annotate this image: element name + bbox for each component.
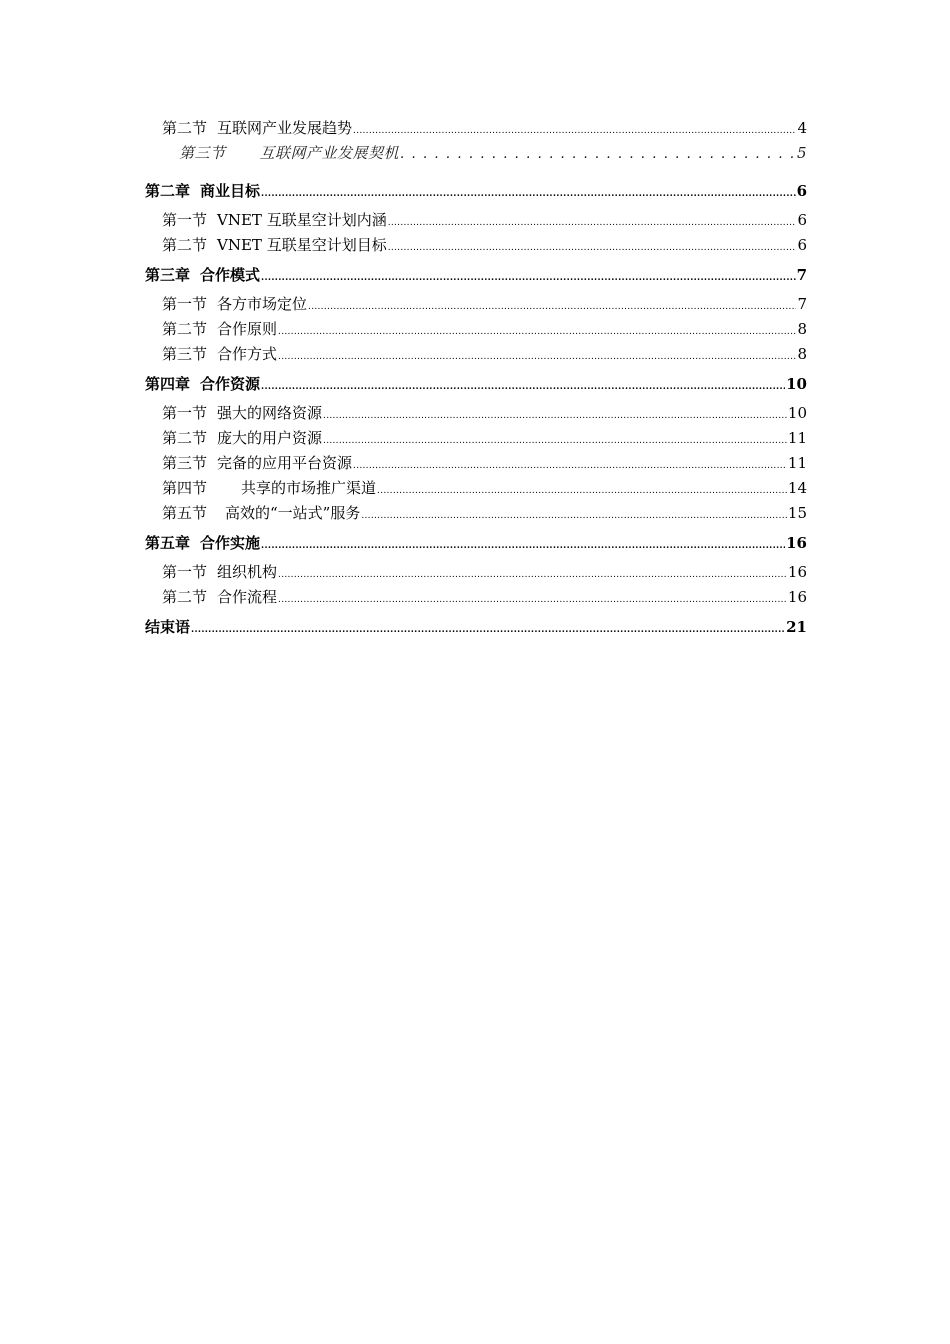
toc-entry[interactable]	[145, 317, 807, 342]
toc-page-number: 11	[787, 454, 807, 472]
toc-page-number: 21	[786, 618, 807, 636]
toc-page-number: 16	[787, 563, 807, 581]
dot-leader	[261, 526, 785, 563]
toc-entry[interactable]	[145, 233, 807, 258]
table-of-contents	[145, 116, 807, 644]
toc-section-number: 第二节	[162, 236, 208, 254]
toc-chapter-title: 合作资源	[200, 375, 261, 393]
dot-leader	[261, 174, 796, 211]
toc-entry[interactable]	[145, 585, 807, 610]
dot-leader	[323, 401, 787, 429]
dot-leader	[278, 560, 787, 588]
toc-entry[interactable]	[145, 116, 807, 141]
toc-section-title: 高效的“一站式”服务	[225, 504, 361, 522]
dot-leader	[388, 233, 797, 261]
toc-chapter-number: 第二章	[145, 182, 191, 200]
toc-section-title: 合作流程	[217, 588, 278, 606]
toc-chapter-entry[interactable]	[145, 610, 807, 644]
toc-entry[interactable]	[145, 208, 807, 233]
toc-page-number: 5	[796, 144, 807, 162]
toc-chapter-title: 合作模式	[200, 266, 261, 284]
toc-section-title: VNET 互联星空计划目标	[217, 236, 387, 254]
dot-leader	[400, 141, 796, 167]
toc-page-number: 16	[787, 588, 807, 606]
dot-leader	[261, 367, 785, 404]
dot-leader	[278, 585, 787, 613]
toc-section-number: 第二节	[162, 429, 208, 447]
toc-page-number: 7	[797, 295, 807, 313]
toc-chapter-entry[interactable]	[145, 526, 807, 560]
toc-page-number: 10	[786, 375, 807, 393]
dot-leader	[278, 317, 796, 345]
toc-page-number: 16	[786, 534, 807, 552]
toc-chapter-title: 结束语	[145, 618, 191, 636]
toc-entry[interactable]	[145, 476, 807, 501]
dot-leader	[361, 501, 787, 529]
toc-section-number: 第五节	[162, 504, 208, 522]
toc-section-title: 共享的市场推广渠道	[241, 479, 377, 497]
dot-leader	[353, 451, 787, 479]
toc-entry[interactable]	[145, 451, 807, 476]
dot-leader	[353, 116, 796, 144]
toc-chapter-entry[interactable]	[145, 258, 807, 292]
toc-page-number: 8	[797, 345, 807, 363]
toc-chapter-number: 第三章	[145, 266, 191, 284]
dot-leader	[278, 342, 796, 370]
toc-section-title: 完备的应用平台资源	[217, 454, 353, 472]
toc-entry[interactable]	[145, 501, 807, 526]
toc-section-title: VNET 互联星空计划内涵	[217, 211, 387, 229]
toc-page-number: 10	[787, 404, 807, 422]
toc-page-number: 6	[797, 236, 807, 254]
toc-page-number: 6	[797, 211, 807, 229]
toc-page-number: 4	[797, 119, 807, 137]
dot-leader	[377, 476, 787, 504]
toc-section-title: 互联网产业发展趋势	[217, 119, 353, 137]
toc-page-number: 14	[787, 479, 807, 497]
dot-leader	[323, 426, 787, 454]
toc-entry[interactable]	[145, 141, 807, 166]
toc-section-number: 第二节	[162, 320, 208, 338]
toc-page-number: 15	[787, 504, 807, 522]
toc-section-title: 庞大的用户资源	[217, 429, 323, 447]
toc-chapter-entry[interactable]	[145, 174, 807, 208]
toc-page-number: 11	[787, 429, 807, 447]
dot-leader	[308, 292, 796, 320]
toc-section-number: 第四节	[162, 479, 208, 497]
dot-leader	[261, 258, 796, 295]
toc-section-number: 第一节	[162, 404, 208, 422]
toc-section-number: 第一节	[162, 563, 208, 581]
toc-entry[interactable]	[145, 292, 807, 317]
toc-section-number: 第一节	[162, 211, 208, 229]
toc-chapter-number: 第五章	[145, 534, 191, 552]
toc-entry[interactable]	[145, 426, 807, 451]
toc-entry[interactable]	[145, 560, 807, 585]
toc-chapter-title: 商业目标	[200, 182, 261, 200]
toc-section-number: 第三节	[162, 345, 208, 363]
toc-page-number: 6	[796, 182, 807, 200]
dot-leader	[191, 610, 785, 647]
toc-entry[interactable]	[145, 342, 807, 367]
toc-section-number: 第二节	[162, 588, 208, 606]
toc-section-number: 第三节	[179, 144, 226, 162]
dot-leader	[388, 208, 797, 236]
toc-section-number: 第三节	[162, 454, 208, 472]
toc-section-number: 第一节	[162, 295, 208, 313]
toc-section-title: 合作方式	[217, 345, 278, 363]
toc-page-number: 7	[796, 266, 807, 284]
toc-section-title: 合作原则	[217, 320, 278, 338]
toc-chapter-title: 合作实施	[200, 534, 261, 552]
toc-chapter-entry[interactable]	[145, 367, 807, 401]
toc-chapter-number: 第四章	[145, 375, 191, 393]
toc-page-number: 8	[797, 320, 807, 338]
toc-section-title: 强大的网络资源	[217, 404, 323, 422]
toc-entry[interactable]	[145, 401, 807, 426]
toc-section-number: 第二节	[162, 119, 208, 137]
toc-section-title: 组织机构	[217, 563, 278, 581]
toc-section-title: 各方市场定位	[217, 295, 308, 313]
toc-section-title: 互联网产业发展契机	[259, 144, 400, 162]
